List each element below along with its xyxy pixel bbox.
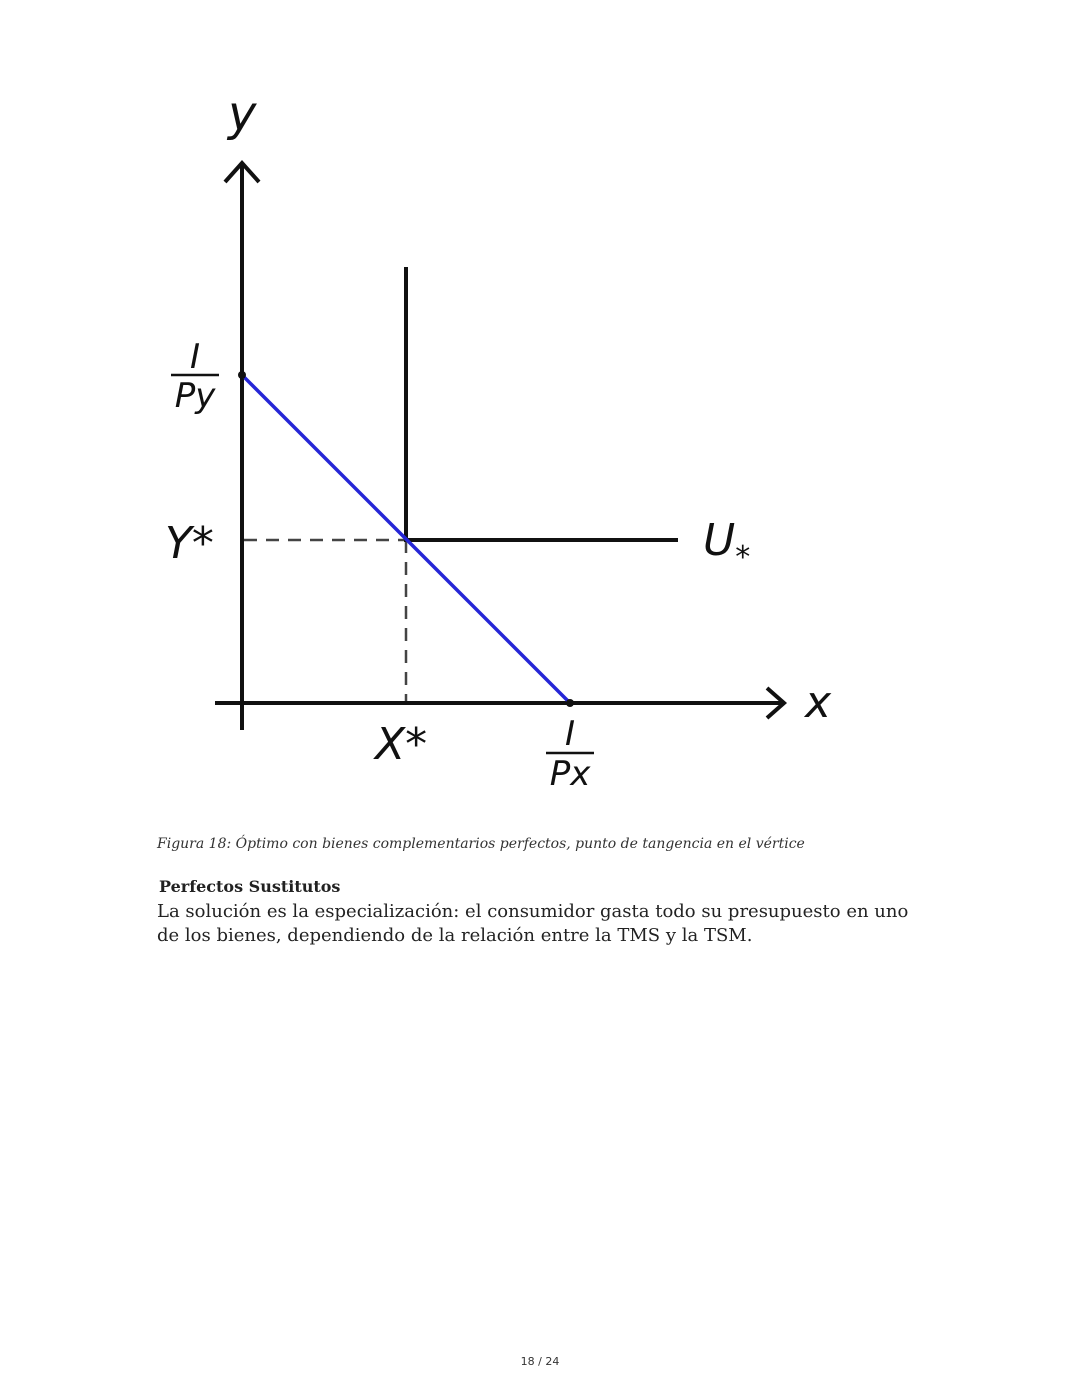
x-intercept-denominator: Px	[549, 754, 591, 794]
x-star-label: X*	[375, 719, 428, 770]
y-intercept-point	[238, 371, 246, 379]
y-axis-label: y	[228, 86, 257, 142]
page-number: 18 / 24	[520, 1355, 560, 1368]
y-star-label: Y*	[165, 518, 214, 569]
indifference-curve	[406, 267, 678, 540]
y-intercept-denominator: Py	[174, 376, 216, 416]
section-heading: Perfectos Sustitutos	[159, 877, 341, 896]
complements-optimum-diagram	[150, 85, 850, 805]
body-paragraph: La solución es la especialización: el consumidor gasta todo su presupuesto en uno de los bienes, dependiendo de la relación entre la TMS y la TSM.	[157, 901, 909, 946]
x-axis-label: x	[805, 677, 832, 728]
x-intercept-numerator: I	[564, 714, 576, 754]
figure-caption: Figura 18: Óptimo con bienes complementarios perfectos, punto de tangencia en el vértice	[157, 836, 805, 852]
x-intercept-point	[566, 699, 574, 707]
y-intercept-numerator: I	[189, 337, 201, 377]
utility-label: $U_*$	[703, 515, 751, 575]
